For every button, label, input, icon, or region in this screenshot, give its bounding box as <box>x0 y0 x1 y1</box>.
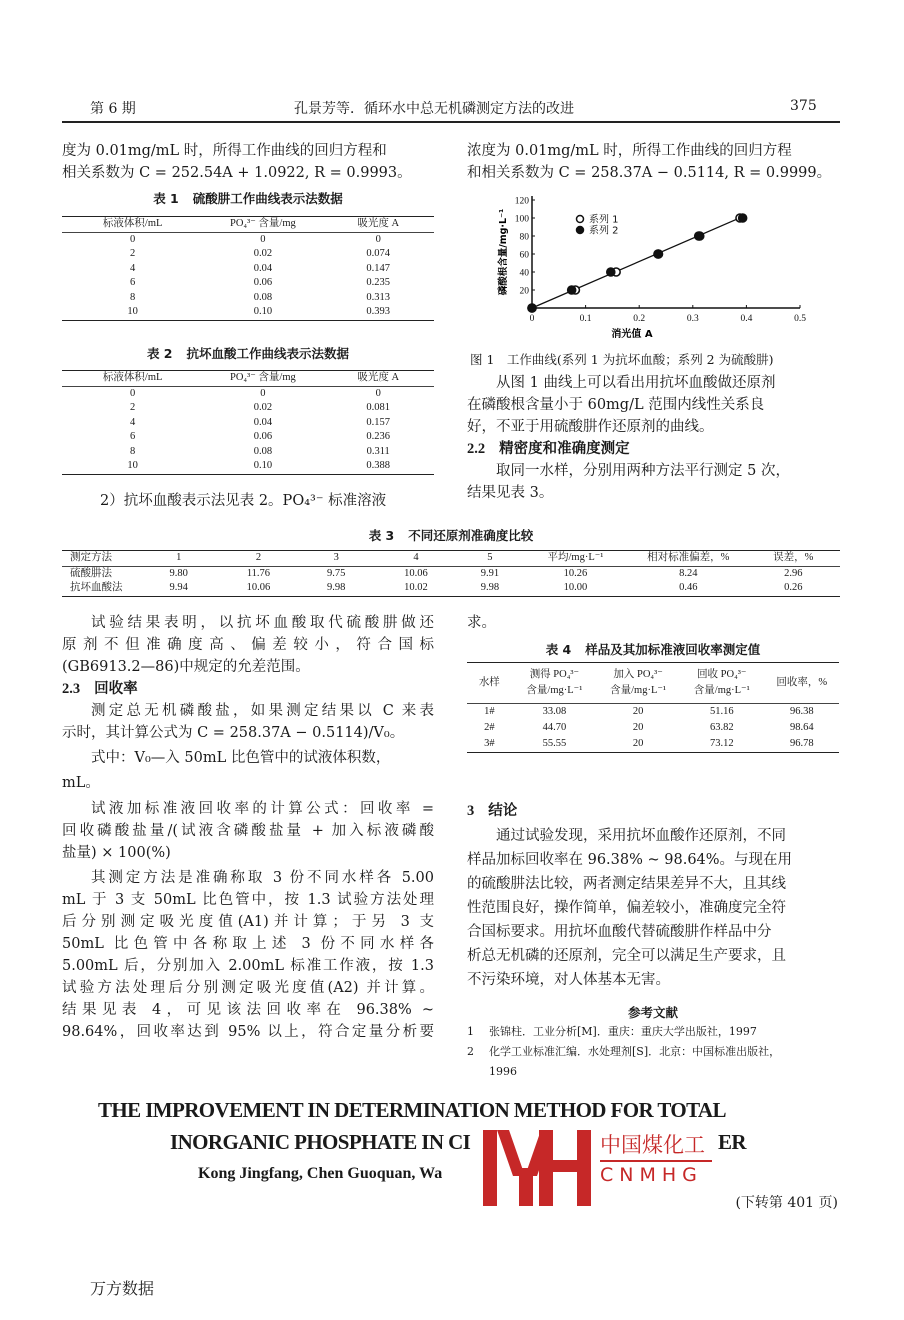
header-line: 含量/mg·L⁻¹ <box>526 685 583 696</box>
series2-point <box>607 268 615 276</box>
text-line: 试液加标准液回收率的计算公式：回收率 = <box>91 801 434 817</box>
reference-item <box>467 1062 780 1082</box>
table-header-row <box>467 663 839 704</box>
table-cell: 2 <box>130 402 136 413</box>
table-cell: 0.157 <box>366 416 390 428</box>
table-cell: 6 <box>130 431 136 442</box>
table-cell: 9.75 <box>327 567 346 579</box>
table-cell: 0.236 <box>366 431 390 442</box>
x-axis-label: 消光值 A <box>611 329 653 340</box>
caption-number: 表 1 <box>153 191 179 206</box>
section-number: 2.2 <box>467 441 486 457</box>
table-cell: 0 <box>375 233 381 245</box>
y-tick-label: 40 <box>519 268 529 279</box>
legend-label: 系列 1 <box>589 214 619 226</box>
column-header <box>467 663 512 704</box>
table-cell: 0.04 <box>253 262 273 274</box>
column-header <box>679 663 765 704</box>
text-line: 不污染环境，对人体基本无害。 <box>467 972 670 988</box>
reference-text: 张锦柱．工业分析[M]．重庆：重庆大学出版社，1997 <box>489 1025 757 1038</box>
text-line: 相关系数为 C = 252.54A + 1.0922, R = 0.9993。 <box>62 165 412 181</box>
text-line: 回收磷酸盐量/(试液含磷酸盐量 + 加入标液磷酸 <box>62 823 434 839</box>
column-header: 测定方法 <box>62 551 140 567</box>
figure1-caption: 图 1 工作曲线(系列 1 为抗坏血酸；系列 2 为硫酸肼) <box>470 352 774 367</box>
table-cell: 44.70 <box>542 721 567 733</box>
column-header <box>765 663 839 704</box>
text-line: 性范围良好，操作简单，偏差较小，准确度完全符 <box>467 900 786 916</box>
text-line: 样品加标回收率在 96.38% ~ 98.64%。与现在用 <box>467 852 793 868</box>
series2-point <box>696 232 704 240</box>
table-cell: 10.06 <box>404 567 428 579</box>
series2-point <box>739 214 747 222</box>
table-cell: 0.235 <box>366 277 390 288</box>
table-row <box>62 430 434 445</box>
section-heading-2-2 <box>467 438 839 460</box>
header-line: 含量/mg·L⁻¹ <box>610 685 667 696</box>
text-line: 测定总无机磷酸盐，如果测定结果以 C 来表 <box>91 703 434 719</box>
y-tick-label: 60 <box>519 250 529 261</box>
header-line: 含量/mg·L⁻¹ <box>693 685 750 696</box>
table3 <box>62 550 840 597</box>
table-cell: 10 <box>62 305 203 320</box>
table-cell: 20 <box>597 736 679 753</box>
table-cell: 96.38 <box>789 705 814 717</box>
table-cell: 2.96 <box>784 567 803 579</box>
table-row <box>467 704 839 721</box>
legend-filled-circle-icon <box>577 227 584 234</box>
left-lower <box>62 612 434 1043</box>
table-header-row <box>62 551 840 567</box>
source-footer: 万方数据 <box>90 1279 155 1298</box>
header-line: 回收 PO₄³⁻ <box>697 669 747 680</box>
table-row <box>62 276 434 291</box>
text-line: 盐量) × 100(%) <box>62 845 171 861</box>
section-title: 回收率 <box>94 681 138 697</box>
text-line: 其测定方法是准确称取 3 份不同水样各 5.00 <box>91 870 434 886</box>
column-header: 吸光度 A <box>322 217 434 233</box>
watermark-name-en: CNMHG <box>600 1164 703 1186</box>
header-rule <box>62 121 840 123</box>
reference-number: 1 <box>467 1025 474 1038</box>
text-line: 的硫酸肼法比较，两者测定结果差异不大，且其线 <box>467 876 786 892</box>
table-cell: 0.393 <box>322 305 434 320</box>
reference-item <box>467 1042 780 1062</box>
table-row <box>62 232 434 247</box>
table-cell: 0.02 <box>253 248 273 259</box>
table-cell: 0.06 <box>253 431 273 442</box>
section-title: 结论 <box>488 803 518 819</box>
table-cell: 96.78 <box>765 736 839 753</box>
text-line: 试验结果表明，以抗坏血酸取代硫酸肼做还 <box>91 615 434 631</box>
text-line: 后分别测定吸光度值(A1)并计算；于另 3 支 <box>62 914 434 930</box>
text-line: 50mL 比色管中各称取上述 3 份不同水样各 <box>62 936 434 952</box>
table-cell: 0.04 <box>253 416 273 428</box>
table-cell: 0.08 <box>253 291 273 303</box>
x-tick-label: 0.4 <box>740 314 753 324</box>
conclusion-section <box>467 800 839 991</box>
table-cell: 10 <box>62 459 203 474</box>
english-title-line2-tail: ER <box>718 1130 746 1154</box>
text-line: 在磷酸根含量小于 60mg/L 范围内线性关系良 <box>467 397 765 413</box>
page-number: 375 <box>790 98 817 114</box>
section-number: 2.3 <box>62 681 81 697</box>
table-cell: 9.98 <box>459 581 521 596</box>
continued-note: (下转第 401 页) <box>735 1195 838 1211</box>
table-row <box>62 416 434 431</box>
section-heading-3 <box>467 800 839 822</box>
table-cell: 0.074 <box>366 248 390 259</box>
table-cell: 0.02 <box>253 402 273 413</box>
table-cell: 0.313 <box>366 291 390 303</box>
table-row <box>62 247 434 262</box>
table-header-row <box>62 371 434 387</box>
table-cell: 4 <box>130 416 136 428</box>
column-header: 5 <box>459 551 521 567</box>
table2-caption <box>62 344 434 362</box>
table2 <box>62 370 434 475</box>
text-line: 求。 <box>467 615 496 631</box>
table-cell: 10.06 <box>218 581 300 596</box>
table-cell: 0 <box>130 233 136 245</box>
series2-point <box>528 304 536 312</box>
table-row <box>467 736 839 753</box>
text-line: 98.64%，回收率达到 95% 以上，符合定量分析要 <box>62 1024 434 1040</box>
table-cell: 20 <box>632 721 644 733</box>
column-header: 4 <box>373 551 459 567</box>
table-cell: 6 <box>130 277 136 288</box>
text-line: 式中：V₀—入 50mL 比色管中的试液体积数， <box>91 750 391 766</box>
column-header: PO₄³⁻ 含量/mg <box>203 217 322 233</box>
text-line: 从图 1 曲线上可以看出用抗坏血酸做还原剂 <box>496 375 776 391</box>
issue-number: 第 6 期 <box>90 101 136 117</box>
header-line: 回收率，% <box>776 677 828 688</box>
text-line: 合国标要求。用抗坏血酸代替硫酸肼作样品中分 <box>467 924 772 940</box>
references-title: 参考文献 <box>627 1005 678 1020</box>
table-cell: 0 <box>260 387 266 399</box>
text-line: 5.00mL 后，分别加入 2.00mL 标准工作液，按 1.3 <box>62 958 434 974</box>
table-cell: 0.388 <box>322 459 434 474</box>
column-header: 2 <box>218 551 300 567</box>
table3-caption <box>62 526 840 544</box>
left-intro <box>62 140 434 184</box>
header-line: 加入 PO₄³⁻ <box>613 669 663 680</box>
table-cell: 0.06 <box>253 277 273 288</box>
table-cell: 98.64 <box>789 721 814 733</box>
table-cell: 20 <box>632 705 644 717</box>
column-header: 1 <box>140 551 218 567</box>
text-line: 浓度为 0.01mg/mL 时，所得工作曲线的回归方程 <box>467 143 792 159</box>
references-list <box>467 1022 780 1082</box>
figure1-chart <box>470 190 810 350</box>
table-row <box>62 445 434 460</box>
table-cell: 0.08 <box>253 445 273 457</box>
table4 <box>467 662 839 753</box>
section-title: 精密度和准确度测定 <box>499 441 630 457</box>
table1-caption <box>62 189 434 207</box>
text-line: 结果见表 3。 <box>467 485 554 501</box>
table-cell: 0 <box>375 387 381 399</box>
table-cell: 0.081 <box>366 402 390 413</box>
section-heading-2-3 <box>62 678 434 700</box>
x-tick-label: 0 <box>529 314 535 324</box>
table-cell: 9.98 <box>299 581 373 596</box>
column-header <box>597 663 679 704</box>
table-cell: 9.91 <box>480 567 500 579</box>
table-cell: 0 <box>260 233 266 245</box>
caption-number: 表 4 <box>545 642 572 657</box>
table-cell: 0.311 <box>366 445 390 457</box>
y-tick-label: 20 <box>519 286 529 297</box>
table-cell: 0.10 <box>203 459 322 474</box>
column-header <box>512 663 598 704</box>
english-title-line1: THE IMPROVEMENT IN DETERMINATION METHOD FOR TOTAL <box>98 1098 726 1122</box>
table-cell: 9.94 <box>140 581 218 596</box>
table-cell: 8.24 <box>679 567 698 579</box>
english-authors: Kong Jingfang, Chen Guoquan, Wa <box>198 1165 443 1182</box>
column-header: PO₄³⁻ 含量/mg <box>203 371 322 387</box>
watermark-name-cn: 中国煤化工 <box>600 1133 705 1157</box>
series2-point <box>654 250 662 258</box>
text-line: 好，不亚于用硫酸肼作还原剂的曲线。 <box>467 419 714 435</box>
header-line: 水样 <box>478 677 500 688</box>
watermark-logo-icon <box>483 1128 591 1208</box>
text-line: 示时，其计算公式为 C = 258.37A − 0.5114)/V₀。 <box>62 725 405 741</box>
table-row <box>62 566 840 581</box>
caption-number: 表 3 <box>368 528 395 543</box>
y-tick-label: 120 <box>514 196 529 207</box>
table-row <box>467 720 839 736</box>
text-line: 通过试验发现，采用抗坏血酸作还原剂，不同 <box>496 828 786 844</box>
table-cell: 0.147 <box>366 262 390 274</box>
legend-open-circle-icon <box>577 216 584 223</box>
caption-text: 样品及其加标准液回收率测定值 <box>585 642 761 657</box>
caption-text: 抗坏血酸工作曲线表示法数据 <box>186 346 350 361</box>
reference-text: 化学工业标准汇编．水处理剂[S]．北京：中国标准出版社， <box>489 1045 781 1058</box>
table-cell: 1# <box>484 705 495 717</box>
table-cell: 硫酸肼法 <box>70 567 112 579</box>
x-tick-label: 0.1 <box>579 314 592 324</box>
table4-caption <box>467 640 839 658</box>
english-title-line2: INORGANIC PHOSPHATE IN CI <box>170 1130 471 1154</box>
section-number: 3 <box>467 803 475 819</box>
table-cell: 2# <box>484 721 495 733</box>
table-cell: 0.10 <box>203 305 322 320</box>
text-line: 取同一水样，分别用两种方法平行测定 5 次， <box>496 463 790 479</box>
right-intro <box>467 140 839 184</box>
series2-point <box>568 286 576 294</box>
column-header: 平均/mg·L⁻¹ <box>521 551 630 567</box>
table-cell: 73.12 <box>679 736 765 753</box>
text-line: mL 于 3 支 50mL 比色管中，按 1.3 试验方法处理 <box>62 892 434 908</box>
reference-text: 1996 <box>489 1065 517 1078</box>
table-row <box>62 291 434 306</box>
caption-text: 不同还原剂准确度比较 <box>408 528 534 543</box>
watermark-rule <box>600 1160 712 1162</box>
table-cell: 8 <box>130 291 136 303</box>
x-tick-label: 0.2 <box>633 314 646 324</box>
table-cell: 10.02 <box>373 581 459 596</box>
running-title: 孔景芳等．循环水中总无机磷测定方法的改进 <box>294 101 574 117</box>
table-cell: 63.82 <box>709 721 734 733</box>
table-row <box>62 305 434 320</box>
text-line: 和相关系数为 C = 258.37A − 0.5114, R = 0.9999。 <box>467 165 832 181</box>
table-cell: 51.16 <box>709 705 734 717</box>
table-cell: 11.76 <box>246 567 271 579</box>
column-header: 标液体积/mL <box>62 371 203 387</box>
legend-label: 系列 2 <box>589 225 619 237</box>
table-cell: 0.26 <box>747 581 840 596</box>
table-row <box>62 401 434 416</box>
column-header: 相对标准偏差，% <box>630 551 747 567</box>
fit-line-group <box>532 216 744 308</box>
table-cell: 33.08 <box>542 705 567 717</box>
text-line: 析总无机磷的还原剂，完全可以满足生产要求，且 <box>467 948 786 964</box>
text-line: 原剂不但准确度高、偏差较小，符合国标 <box>62 637 434 653</box>
text-line: 试验方法处理后分别测定吸光度值(A2) 并计算。 <box>62 980 434 996</box>
chart-ticks <box>515 197 806 325</box>
column-header: 误差，% <box>747 551 840 567</box>
x-tick-label: 0.3 <box>686 314 699 324</box>
table-cell: 抗坏血酸法 <box>62 581 140 596</box>
header-line: 测得 PO₄³⁻ <box>529 669 580 680</box>
y-tick-label: 100 <box>514 214 529 225</box>
column-header: 标液体积/mL <box>62 217 203 233</box>
table-header-row <box>62 217 434 233</box>
table1 <box>62 216 434 321</box>
text-line: 2）抗坏血酸表示法见表 2。PO₄³⁻ 标准溶液 <box>100 493 387 509</box>
y-axis-label: 磷酸根含量/mg·L⁻¹ <box>498 208 509 296</box>
table-row <box>62 581 840 596</box>
table-cell: 3# <box>467 736 512 753</box>
table-cell: 4 <box>130 262 136 274</box>
text-line: 结果见表 4，可见该法回收率在 96.38% ~ <box>62 1002 434 1018</box>
fig-discussion <box>467 372 839 504</box>
text-line: 度为 0.01mg/mL 时，所得工作曲线的回归方程和 <box>62 143 387 159</box>
table-cell: 8 <box>130 445 136 457</box>
caption-text: 硫酸肼工作曲线表示法数据 <box>192 191 343 206</box>
table-cell: 0 <box>130 387 136 399</box>
column-header: 3 <box>299 551 373 567</box>
table-cell: 55.55 <box>512 736 598 753</box>
reference-number: 2 <box>467 1045 474 1058</box>
text-line: (GB6913.2—86)中规定的允差范围。 <box>62 659 310 675</box>
table-cell: 0.46 <box>630 581 747 596</box>
column-header: 吸光度 A <box>322 371 434 387</box>
table-cell: 9.80 <box>169 567 188 579</box>
table-row <box>62 459 434 474</box>
text-line: mL。 <box>62 775 100 791</box>
table-row <box>62 386 434 401</box>
y-tick-label: 80 <box>519 232 529 243</box>
table-cell: 10.26 <box>563 567 588 579</box>
reference-item <box>467 1022 780 1042</box>
chart-legend <box>577 213 619 237</box>
fit-line <box>532 216 744 308</box>
x-tick-label: 0.5 <box>794 314 806 324</box>
table-cell: 10.00 <box>521 581 630 596</box>
caption-number: 表 2 <box>146 346 173 361</box>
table-cell: 2 <box>130 248 136 259</box>
table-row <box>62 262 434 277</box>
